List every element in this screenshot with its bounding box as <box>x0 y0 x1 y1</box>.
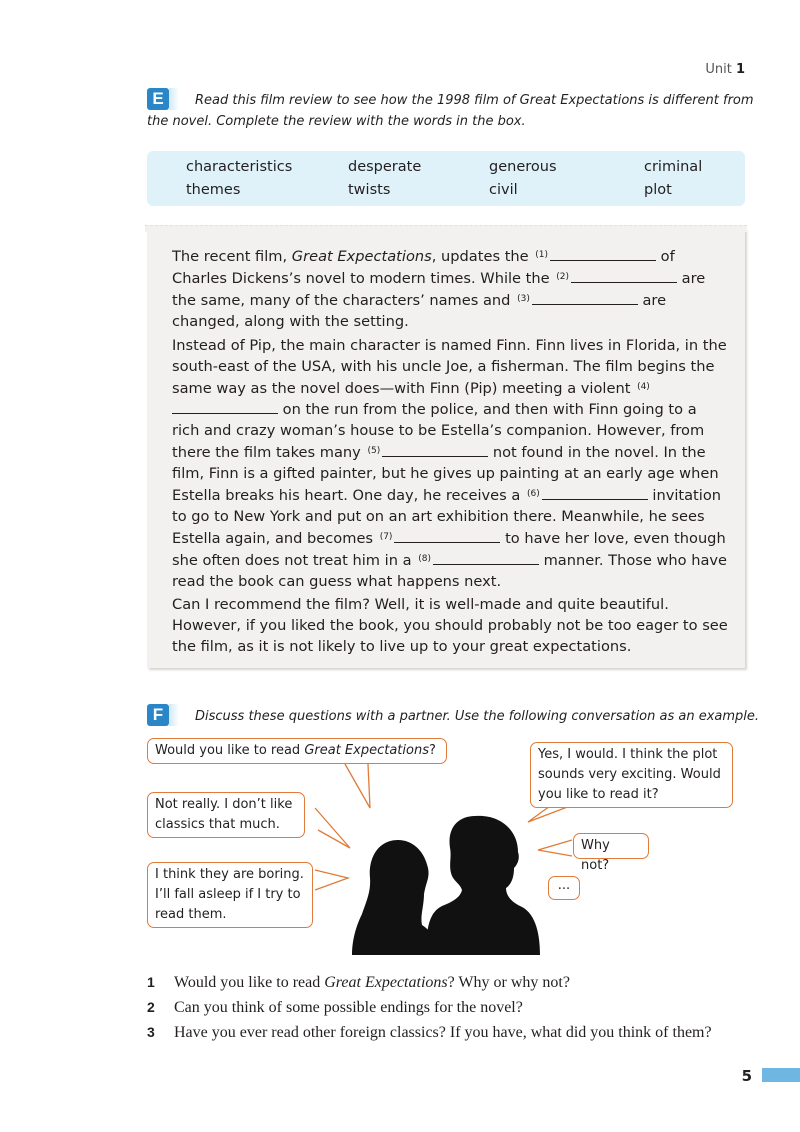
film-review-panel <box>147 228 745 668</box>
word-box <box>147 151 745 206</box>
blank-number: (8) <box>418 554 431 564</box>
unit-label: Unit 1 <box>705 62 745 77</box>
word-item: criminal <box>644 159 703 175</box>
speech-bubble-3: Not really. I don’t like classics that much. <box>147 792 305 838</box>
bubble-tail <box>528 806 570 822</box>
answer-blank[interactable] <box>394 530 500 543</box>
word-item: civil <box>489 182 518 198</box>
speech-bubble-2: Yes, I would. I think the plot sounds very exciting. Would you like to read it? <box>530 742 733 808</box>
answer-blank[interactable] <box>433 552 539 565</box>
bubble-tail <box>315 808 350 848</box>
question-item: 3 Have you ever read other foreign classics? If you have, what did you think of them? <box>147 1024 712 1041</box>
blank-number: (5) <box>367 446 381 456</box>
answer-blank[interactable] <box>532 292 638 305</box>
discussion-questions <box>147 972 747 1047</box>
speech-bubble-6: ... <box>548 876 580 900</box>
answer-blank[interactable] <box>542 487 648 500</box>
blank-number: (1) <box>535 250 549 260</box>
word-item: twists <box>348 182 391 198</box>
answer-blank[interactable] <box>172 401 278 414</box>
speech-bubble-1: Would you like to read Great Expectations? <box>147 738 447 764</box>
speech-bubble-5: I think they are boring. I’ll fall asleep if I try to read them. <box>147 862 313 928</box>
blank-number: (6) <box>527 489 540 499</box>
word-item: characteristics <box>186 159 293 175</box>
man-silhouette <box>426 816 540 955</box>
word-item: plot <box>644 182 672 198</box>
question-item: 1 Would you like to read Great Expectations? Why or why not? <box>147 974 570 991</box>
review-paragraph-2: Instead of Pip, the main character is named Finn. Finn lives in Florida, in the south-east of the USA, with his uncle Joe, a fisherman. The film begins the same way as the novel does—with Finn (Pip) meeting a violent $^{(4)}$ on the run from the police, and then with Finn going to a rich and crazy woman’s house to be Estella’s companion. However, from there the film takes many $^{(5)}$ not found in the novel. In the film, Finn is a gifted painter, but he gives up painting at an early age when Estella breaks his heart. One day, he receives a $^{(6)}$ invitation to go to New York and put on an art exhibition there. Meanwhile, he sees Estella again, and becomes $^{(7)}$ to have her love, even though she often does not treat him in a $^{(8)}$ manner. Those who have read the book can guess what happens next. <box>172 337 728 590</box>
review-paragraph-3: Can I recommend the film? Well, it is well-made and quite beautiful. However, if you liked the book, you should probably not be too eager to see the film, as it is not likely to live up to your great expectations. <box>172 596 728 655</box>
blank-number: (4) <box>637 382 650 392</box>
review-paragraph-1: The recent film, Great Expectations, updates the $^{(1)}$ of Charles Dickens’s novel to modern times. While the $^{(2)}$ are the same, many of the characters’ names and $^{(3)}$ are changed, along with the setting. <box>172 248 706 330</box>
bubble-tail <box>538 840 572 856</box>
word-item: themes <box>186 182 241 198</box>
word-item: desperate <box>348 159 422 175</box>
page-number-bar <box>762 1068 800 1082</box>
answer-blank[interactable] <box>382 444 488 457</box>
section-f-instruction: Discuss these questions with a partner. Use the following conversation as an example. <box>195 709 760 724</box>
bubble-tail <box>345 764 370 808</box>
blank-number: (3) <box>517 294 530 304</box>
blank-number: (2) <box>556 272 570 282</box>
section-e-badge: E <box>147 88 169 110</box>
section-e-instruction-line2: the novel. Complete the review with the words in the box. <box>147 114 526 129</box>
speech-bubble-4: Why not? <box>573 833 649 859</box>
page-number: 5 <box>741 1067 752 1085</box>
answer-blank[interactable] <box>571 270 677 283</box>
blank-number: (7) <box>379 532 393 542</box>
section-e-instruction-line1: Read this film review to see how the 1998 film of Great Expectations is different from <box>195 93 754 108</box>
question-item: 2 Can you think of some possible endings for the novel? <box>147 999 523 1016</box>
bubble-tail <box>315 870 348 890</box>
section-f-badge: F <box>147 704 169 726</box>
answer-blank[interactable] <box>550 248 656 261</box>
word-item: generous <box>489 159 557 175</box>
